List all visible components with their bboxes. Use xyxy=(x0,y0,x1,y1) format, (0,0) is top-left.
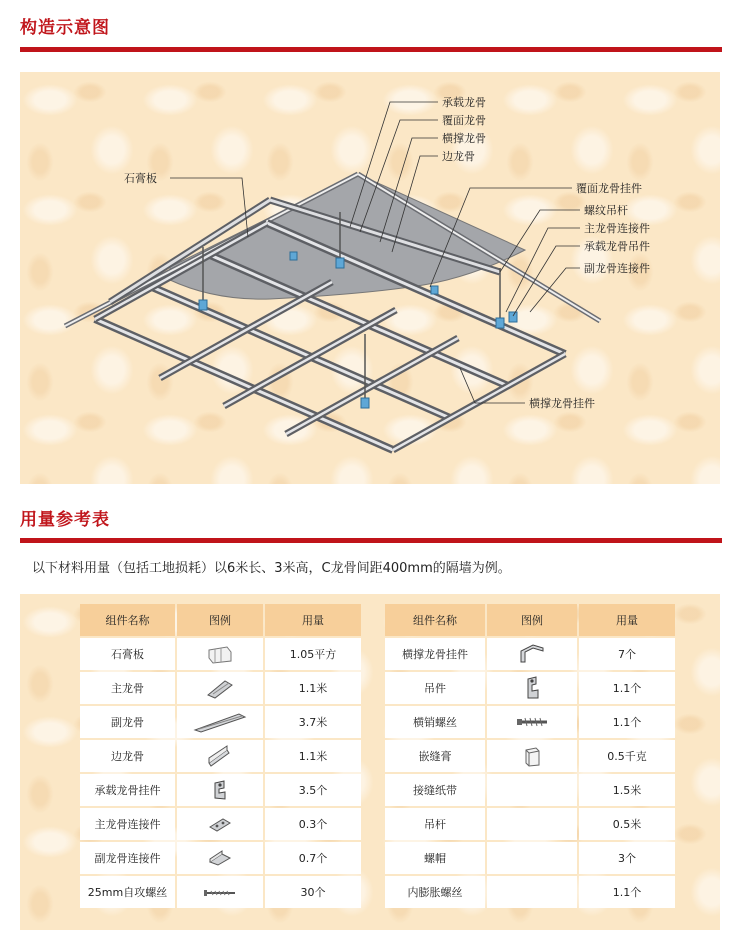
structure-diagram-panel xyxy=(20,72,720,484)
material-quantity-right: 1.1个 xyxy=(579,876,675,908)
icon-cell-empty xyxy=(487,842,577,874)
usage-table-row xyxy=(80,774,675,806)
label-cover-keel: 覆面龙骨 xyxy=(442,114,486,127)
header-icon-right: 图例 xyxy=(487,604,577,636)
section-title-usage: 用量参考表 xyxy=(20,510,110,530)
icon-cell-empty xyxy=(487,808,577,840)
header-name-left: 组件名称 xyxy=(80,604,175,636)
main-keel-icon xyxy=(177,672,263,704)
material-quantity-left: 3.7米 xyxy=(265,706,361,738)
label-cover-keel-hanger: 覆面龙骨挂件 xyxy=(576,182,642,195)
gypsum-board-shape xyxy=(170,174,525,299)
material-name-right: 嵌缝膏 xyxy=(385,740,485,772)
joint-compound-icon xyxy=(487,740,577,772)
label-cross-keel-hanger: 横撑龙骨挂件 xyxy=(529,397,595,410)
material-quantity-left: 0.7个 xyxy=(265,842,361,874)
material-name-right: 横销螺丝 xyxy=(385,706,485,738)
material-name-right: 内膨胀螺丝 xyxy=(385,876,485,908)
main-keel-connector-icon xyxy=(177,808,263,840)
material-name-left: 副龙骨连接件 xyxy=(80,842,175,874)
label-gypsum-board: 石膏板 xyxy=(124,172,157,185)
label-main-keel-connector: 主龙骨连接件 xyxy=(584,222,650,235)
hanger-icon xyxy=(487,672,577,704)
material-name-right: 接缝纸带 xyxy=(385,774,485,806)
material-quantity-left: 0.3个 xyxy=(265,808,361,840)
section-rule-structure xyxy=(20,47,722,52)
usage-table-row xyxy=(80,808,675,840)
icon-cell-empty xyxy=(487,774,577,806)
label-edge-keel: 边龙骨 xyxy=(442,150,475,163)
material-quantity-right: 3个 xyxy=(579,842,675,874)
material-quantity-right: 0.5千克 xyxy=(579,740,675,772)
material-name-right: 横撑龙骨挂件 xyxy=(385,638,485,670)
material-name-left: 25mm自攻螺丝 xyxy=(80,876,175,908)
material-quantity-left: 3.5个 xyxy=(265,774,361,806)
gypsum-board-icon xyxy=(177,638,263,670)
label-bearing-keel: 承载龙骨 xyxy=(442,96,486,109)
material-quantity-left: 1.1米 xyxy=(265,740,361,772)
label-cross-keel: 横撑龙骨 xyxy=(442,132,486,145)
usage-table-row xyxy=(80,638,675,670)
material-quantity-left: 1.1米 xyxy=(265,672,361,704)
cross-screw-icon xyxy=(487,706,577,738)
tapping-screw-icon xyxy=(177,876,263,908)
material-quantity-right: 1.5米 xyxy=(579,774,675,806)
material-quantity-right: 7个 xyxy=(579,638,675,670)
usage-intro-text: 以下材料用量（包括工地损耗）以6米长、3米高，C龙骨间距400mm的隔墙为例。 xyxy=(32,561,511,576)
icon-cell-empty xyxy=(487,876,577,908)
material-name-left: 边龙骨 xyxy=(80,740,175,772)
section-rule-usage xyxy=(20,538,722,543)
material-quantity-right: 0.5米 xyxy=(579,808,675,840)
header-name-right: 组件名称 xyxy=(385,604,485,636)
material-name-left: 石膏板 xyxy=(80,638,175,670)
usage-table-row xyxy=(80,842,675,874)
material-name-left: 主龙骨 xyxy=(80,672,175,704)
usage-table-header-row xyxy=(80,604,675,636)
header-qty-right: 用量 xyxy=(579,604,675,636)
usage-table xyxy=(78,602,677,910)
edge-keel-icon xyxy=(177,740,263,772)
material-quantity-left: 30个 xyxy=(265,876,361,908)
label-threaded-rod: 螺纹吊杆 xyxy=(584,204,628,217)
ceiling-structure-diagram xyxy=(20,72,720,484)
usage-table-row xyxy=(80,740,675,772)
material-name-right: 螺帽 xyxy=(385,842,485,874)
material-name-right: 吊件 xyxy=(385,672,485,704)
material-name-left: 主龙骨连接件 xyxy=(80,808,175,840)
bearing-keel-hanger-icon xyxy=(177,774,263,806)
label-bearing-keel-hanger: 承载龙骨吊件 xyxy=(584,240,650,253)
label-secondary-keel-connector: 副龙骨连接件 xyxy=(584,262,650,275)
header-icon-left: 图例 xyxy=(177,604,263,636)
usage-table-row xyxy=(80,672,675,704)
material-quantity-right: 1.1个 xyxy=(579,706,675,738)
section-title-structure: 构造示意图 xyxy=(20,18,110,38)
material-quantity-left: 1.05平方 xyxy=(265,638,361,670)
secondary-keel-connector-icon xyxy=(177,842,263,874)
header-qty-left: 用量 xyxy=(265,604,361,636)
usage-table-row xyxy=(80,876,675,908)
material-quantity-right: 1.1个 xyxy=(579,672,675,704)
material-name-left: 副龙骨 xyxy=(80,706,175,738)
secondary-keel-icon xyxy=(177,706,263,738)
material-name-left: 承载龙骨挂件 xyxy=(80,774,175,806)
usage-table-row xyxy=(80,706,675,738)
usage-table-panel xyxy=(20,594,720,930)
material-name-right: 吊杆 xyxy=(385,808,485,840)
cross-keel-hanger-icon xyxy=(487,638,577,670)
